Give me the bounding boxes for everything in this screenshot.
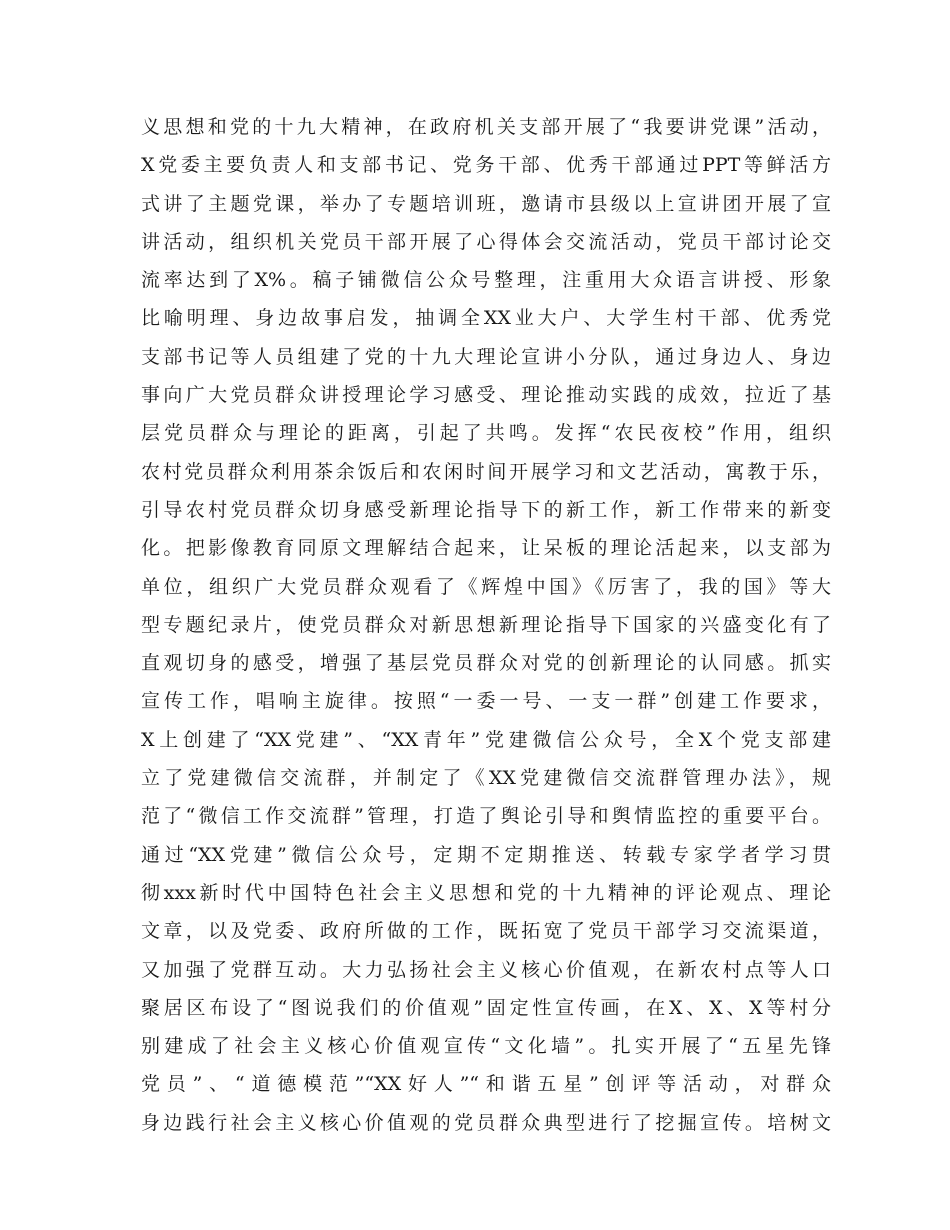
text-line: 通过“XX党建”微信公众号，定期不定期推送、转载专家学者学习贯: [141, 843, 831, 866]
text-line: 流率达到了X%。稿子铺微信公众号整理，注重用大众语言讲授、形象: [141, 269, 831, 292]
text-line: 身边践行社会主义核心价值观的党员群众典型进行了挖掘宣传。培树文: [141, 1111, 831, 1134]
text-line: 支部书记等人员组建了党的十九大理论宣讲小分队，通过身边人、身边: [141, 345, 831, 368]
text-line: 范了“微信工作交流群”管理，打造了舆论引导和舆情监控的重要平台。: [141, 805, 831, 828]
text-line: 文章，以及党委、政府所做的工作，既拓宽了党员干部学习交流渠道，: [141, 920, 831, 943]
text-line: 农村党员群众利用茶余饭后和农闲时间开展学习和文艺活动，寓教于乐，: [141, 460, 831, 483]
text-line: 层党员群众与理论的距离，引起了共鸣。发挥“农民夜校”作用，组织: [141, 422, 831, 445]
text-line: 型专题纪录片，使党员群众对新思想新理论指导下国家的兴盛变化有了: [141, 613, 831, 636]
text-line: 比喻明理、身边故事启发，抽调全XX业大户、大学生村干部、优秀党: [141, 307, 831, 330]
text-line: 党员”、“道德模范”“XX好人”“和谐五星”创评等活动，对群众: [141, 1073, 831, 1096]
text-line: 义思想和党的十九大精神，在政府机关支部开展了“我要讲党课”活动，: [141, 116, 831, 138]
text-line: X党委主要负责人和支部书记、党务干部、优秀干部通过PPT等鲜活方: [141, 154, 831, 177]
text-line: 宣传工作，唱响主旋律。按照“一委一号、一支一群”创建工作要求，: [141, 690, 831, 713]
text-line: 彻xxx新时代中国特色社会主义思想和党的十九精神的评论观点、理论: [141, 881, 831, 904]
text-line: 直观切身的感受，增强了基层党员群众对党的创新理论的认同感。抓实: [141, 652, 831, 675]
text-line: 又加强了党群互动。大力弘扬社会主义核心价值观，在新农村点等人口: [141, 958, 831, 981]
text-line: 事向广大党员群众讲授理论学习感受、理论推动实践的成效，拉近了基: [141, 384, 831, 407]
text-line: 引导农村党员群众切身感受新理论指导下的新工作，新工作带来的新变: [141, 498, 831, 521]
body-text: [141, 108, 831, 1142]
text-line: 立了党建微信交流群，并制定了《XX党建微信交流群管理办法》，规: [141, 767, 831, 790]
text-line: 聚居区布设了“图说我们的价值观”固定性宣传画，在X、X、X等村分: [141, 996, 831, 1019]
text-line: 化。把影像教育同原文理解结合起来，让呆板的理论活起来，以支部为: [141, 537, 831, 560]
text-line: 讲活动，组织机关党员干部开展了心得体会交流活动，党员干部讨论交: [141, 230, 831, 253]
text-line: X上创建了“XX党建”、“XX青年”党建微信公众号，全X个党支部建: [141, 728, 831, 751]
text-line: 式讲了主题党课，举办了专题培训班，邀请市县级以上宣讲团开展了宣: [141, 192, 831, 215]
text-line: 别建成了社会主义核心价值观宣传“文化墙”。扎实开展了“五星先锋: [141, 1035, 831, 1058]
text-line: 单位，组织广大党员群众观看了《辉煌中国》《厉害了，我的国》等大: [141, 575, 831, 598]
